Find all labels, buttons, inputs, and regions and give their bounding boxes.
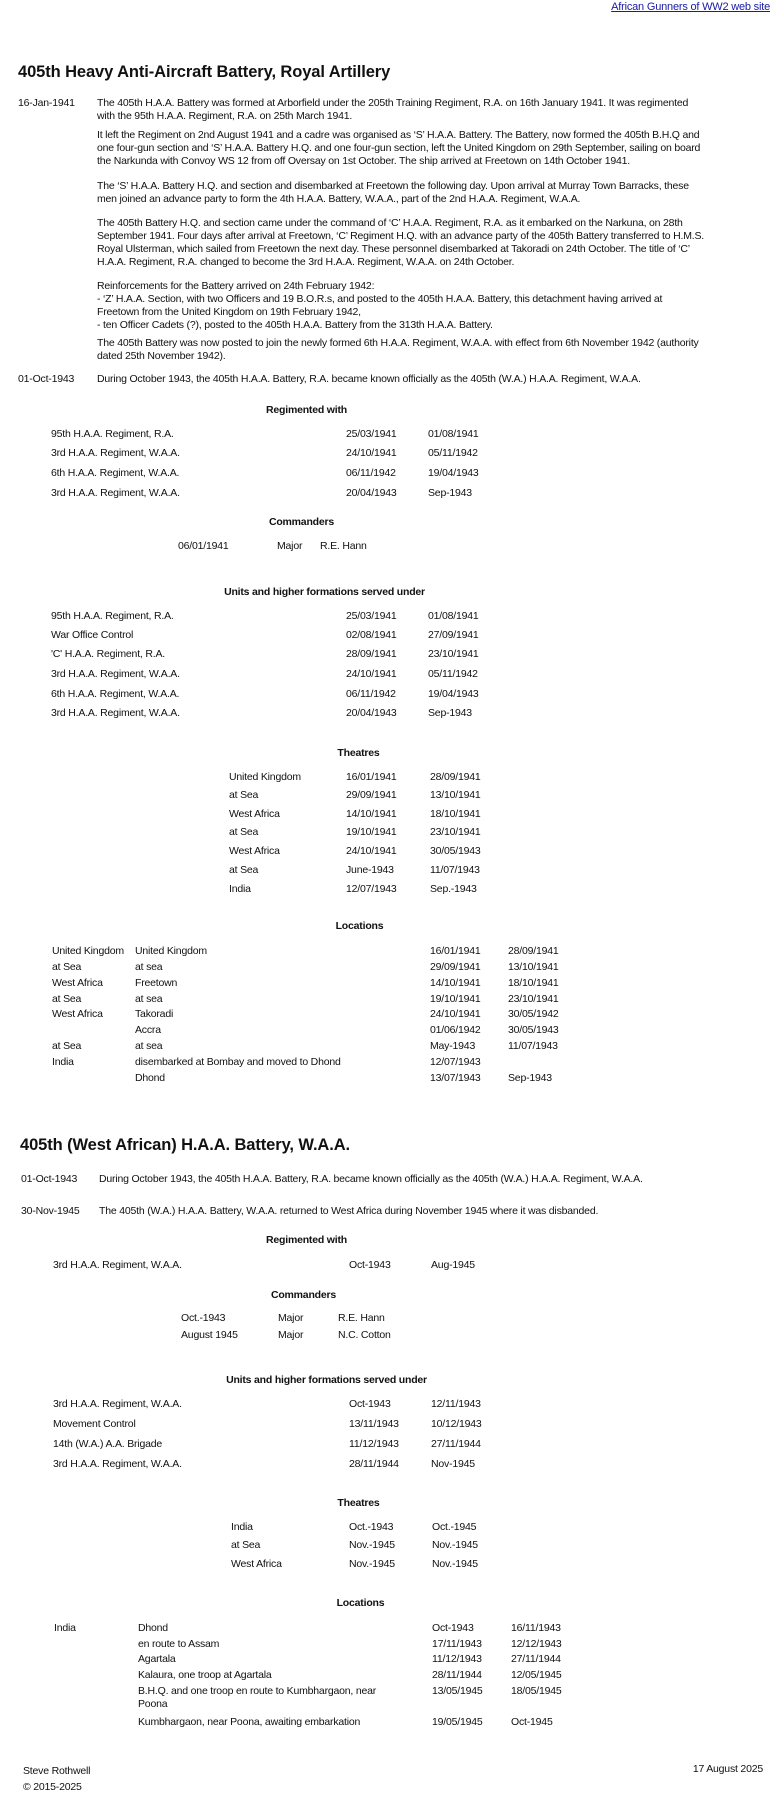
theatre-name: West Africa: [231, 1558, 282, 1570]
commander-rank: Major: [278, 1312, 304, 1324]
date-to: 01/08/1941: [428, 428, 479, 440]
date-from: 24/10/1941: [346, 668, 397, 680]
date-from: 20/04/1943: [346, 487, 397, 499]
date-to: 16/11/1943: [511, 1622, 561, 1634]
location-place: Freetown: [135, 977, 178, 989]
entry-date: 01-Oct-1943: [18, 373, 75, 385]
entry-date: 16-Jan-1941: [18, 97, 75, 109]
theatres-heading: Theatres: [337, 747, 380, 759]
date-from: 06/11/1942: [346, 688, 396, 700]
locations-heading: Locations: [336, 1597, 385, 1609]
date-from: 02/08/1941: [346, 629, 397, 641]
date-from: 29/09/1941: [430, 961, 481, 973]
date-to: Oct-1945: [511, 1716, 553, 1728]
date-to: 13/10/1941: [430, 789, 481, 801]
date-to: Sep-1943: [508, 1072, 552, 1084]
entry-text: The 405th (W.A.) H.A.A. Battery, W.A.A. returned to West Africa during November 1945 where it was disbanded.: [99, 1205, 599, 1217]
location-place: en route to Assam: [138, 1638, 220, 1650]
date-from: 06/11/1942: [346, 467, 396, 479]
date-from: Oct-1943: [432, 1622, 474, 1634]
location-place: United Kingdom: [135, 945, 207, 957]
unit-name: Movement Control: [53, 1418, 136, 1430]
date-from: 28/11/1944: [432, 1669, 482, 1681]
date-to: 05/11/1942: [428, 447, 478, 459]
date-from: 12/07/1943: [346, 883, 397, 895]
date-to: 28/09/1941: [508, 945, 559, 957]
location-place: at sea: [135, 961, 163, 973]
unit-name: 3rd H.A.A. Regiment, W.A.A.: [53, 1398, 182, 1410]
location-region: West Africa: [52, 977, 103, 989]
location-region: at Sea: [52, 993, 82, 1005]
entry-paragraph: During October 1943, the 405th H.A.A. Battery, R.A. became known officially as the 405th (W.A.) H.A.A. Regiment, W.A.A.: [97, 373, 641, 385]
date-from: 17/11/1943: [432, 1638, 482, 1650]
date-to: 12/11/1943: [431, 1398, 481, 1410]
location-region: at Sea: [52, 961, 82, 973]
date-from: 25/03/1941: [346, 428, 397, 440]
footer-credit: [23, 1763, 90, 1795]
entry-paragraph: The ‘S’ H.A.A. Battery H.Q. and section and disembarked at Freetown the following day. Upon arrival at Murray Town Barracks, these men joined an advance party to form the 4th H.A.A. Battery, W.A.A., part of the 2nd H.A.A. Regiment, W.A.A.: [97, 180, 689, 205]
date-from: 11/12/1943: [349, 1438, 399, 1450]
date-to: 01/08/1941: [428, 610, 479, 622]
theatre-name: India: [229, 883, 251, 895]
location-place: Kumbhargaon, near Poona, awaiting embarkation: [138, 1716, 361, 1728]
location-place: Accra: [135, 1024, 161, 1036]
entry-text: During October 1943, the 405th H.A.A. Battery, R.A. became known officially as the 405th (W.A.) H.A.A. Regiment, W.A.A.: [99, 1173, 643, 1185]
location-place: at sea: [135, 993, 163, 1005]
section2-title: 405th (West African) H.A.A. Battery, W.A.A.: [20, 1136, 351, 1154]
location-place: Dhond: [138, 1622, 168, 1634]
date-to: 23/10/1941: [428, 648, 479, 660]
location-place: Dhond: [135, 1072, 165, 1084]
date-from: 24/10/1941: [430, 1008, 481, 1020]
date-from: 29/09/1941: [346, 789, 397, 801]
date-from: 11/12/1943: [432, 1653, 482, 1665]
unit-name: War Office Control: [51, 629, 134, 641]
date-to: 30/05/1942: [508, 1008, 559, 1020]
date-to: 18/10/1941: [508, 977, 559, 989]
date-to: 19/04/1943: [428, 688, 479, 700]
date-to: 13/10/1941: [508, 961, 559, 973]
section1-title: 405th Heavy Anti-Aircraft Battery, Royal Artillery: [18, 63, 391, 81]
unit-name: 14th (W.A.) A.A. Brigade: [53, 1438, 163, 1450]
location-place: Agartala: [138, 1653, 176, 1665]
date-to: 27/09/1941: [428, 629, 479, 641]
commander-rank: Major: [278, 1329, 304, 1341]
commander-date: Oct.-1943: [181, 1312, 226, 1324]
theatre-name: at Sea: [229, 826, 259, 838]
date-from: 20/04/1943: [346, 707, 397, 719]
date-from: Oct-1943: [349, 1398, 391, 1410]
date-from: 28/11/1944: [349, 1458, 399, 1470]
units-heading: Units and higher formations served under: [226, 1374, 427, 1386]
location-region: India: [52, 1056, 74, 1068]
commanders-heading: Commanders: [270, 1289, 337, 1301]
date-to: Nov.-1945: [432, 1558, 478, 1570]
date-from: 19/10/1941: [430, 993, 481, 1005]
date-from: 28/09/1941: [346, 648, 397, 660]
date-to: 18/05/1945: [511, 1685, 562, 1697]
regimented-with-heading: Regimented with: [265, 1234, 347, 1246]
date-to: 11/07/1943: [508, 1040, 558, 1052]
date-from: 13/11/1943: [349, 1418, 399, 1430]
author-name: Steve Rothwell: [23, 1765, 91, 1777]
date-to: 12/05/1945: [511, 1669, 562, 1681]
commander-date: 06/01/1941: [178, 540, 229, 552]
date-to: Nov.-1945: [432, 1539, 478, 1551]
date-from: 19/05/1945: [432, 1716, 483, 1728]
theatres-heading: Theatres: [337, 1497, 380, 1509]
date-from: 24/10/1941: [346, 845, 397, 857]
locations-heading: Locations: [335, 920, 384, 932]
date-to: 30/05/1943: [508, 1024, 559, 1036]
date-from: 19/10/1941: [346, 826, 397, 838]
location-region: West Africa: [52, 1008, 103, 1020]
commander-name: N.C. Cotton: [338, 1329, 391, 1341]
commander-name: R.E. Hann: [338, 1312, 385, 1324]
theatre-name: at Sea: [229, 864, 259, 876]
commander-name: R.E. Hann: [320, 540, 367, 552]
date-to: Sep.-1943: [430, 883, 477, 895]
date-from: June-1943: [346, 864, 394, 876]
unit-name: 3rd H.A.A. Regiment, W.A.A.: [53, 1259, 182, 1271]
location-region: at Sea: [52, 1040, 82, 1052]
theatre-name: West Africa: [229, 845, 280, 857]
entry-paragraph: The 405th H.A.A. Battery was formed at Arborfield under the 205th Training Regiment, R.A. on 16th January 1941. It was regimented with the 95th H.A.A. Regiment, R.A. on 25th March 1941.: [97, 97, 689, 122]
date-to: 10/12/1943: [431, 1418, 482, 1430]
date-to: 18/10/1941: [430, 808, 481, 820]
location-region: United Kingdom: [52, 945, 124, 957]
entry-paragraph: The 405th Battery was now posted to join the newly formed 6th H.A.A. Regiment, W.A.A. with effect from 6th November 1942 (authority dated 25th November 1942).: [97, 337, 699, 362]
date-to: 30/05/1943: [430, 845, 481, 857]
entry-paragraph: - ‘Z’ H.A.A. Section, with two Officers and 19 B.O.R.s, and posted to the 405th H.A.A. Battery, this detachment having arrived at Freetown from the United Kingdom on 19th February 1942,: [97, 293, 663, 318]
date-to: 11/07/1943: [430, 864, 480, 876]
units-heading: Units and higher formations served under: [224, 586, 425, 598]
date-to: Aug-1945: [431, 1259, 475, 1271]
date-to: 27/11/1944: [431, 1438, 481, 1450]
unit-name: 3rd H.A.A. Regiment, W.A.A.: [51, 668, 180, 680]
date-to: 27/11/1944: [511, 1653, 561, 1665]
unit-name: 95th H.A.A. Regiment, R.A.: [51, 610, 174, 622]
theatre-name: at Sea: [229, 789, 259, 801]
regimented-with-heading: Regimented with: [265, 404, 347, 416]
theatre-name: United Kingdom: [229, 771, 301, 783]
date-to: 23/10/1941: [508, 993, 559, 1005]
date-from: 24/10/1941: [346, 447, 397, 459]
commander-rank: Major: [277, 540, 303, 552]
date-from: 16/01/1941: [346, 771, 397, 783]
copyright-notice: © 2015-2025: [23, 1781, 82, 1793]
location-place: B.H.Q. and one troop en route to Kumbhargaon, near Poona: [138, 1685, 377, 1710]
date-from: Nov.-1945: [349, 1539, 395, 1551]
footer-date: 17 August 2025: [692, 1763, 763, 1775]
date-to: 28/09/1941: [430, 771, 481, 783]
entry-date: 01-Oct-1943: [21, 1173, 78, 1185]
date-from: 13/05/1945: [432, 1685, 483, 1697]
date-from: May-1943: [430, 1040, 476, 1052]
entry-paragraph: Reinforcements for the Battery arrived on 24th February 1942:: [97, 280, 375, 292]
entry-date: 30-Nov-1945: [21, 1205, 80, 1217]
date-from: 25/03/1941: [346, 610, 397, 622]
date-to: Nov-1945: [431, 1458, 475, 1470]
date-to: 12/12/1943: [511, 1638, 562, 1650]
entry-paragraph: It left the Regiment on 2nd August 1941 and a cadre was organised as ‘S’ H.A.A. Battery. The Battery, now formed the 405th B.H.Q and one four-gun section and ‘S’ H.A.A. Battery H.Q. and one four-gun section, left the United Kingdom on 29th September, sailing on board the Narkunda with Convoy WS 12 from off Oversay on 1st October. The ship arrived at Freetown on 14th October 1941.: [97, 129, 701, 167]
date-from: 13/07/1943: [430, 1072, 481, 1084]
unit-name: 95th H.A.A. Regiment, R.A.: [51, 428, 174, 440]
african-gunners-site-link[interactable]: African Gunners of WW2 web site: [611, 1, 770, 13]
date-to: 23/10/1941: [430, 826, 481, 838]
date-from: Oct.-1943: [349, 1521, 394, 1533]
unit-name: 3rd H.A.A. Regiment, W.A.A.: [53, 1458, 182, 1470]
unit-name: 3rd H.A.A. Regiment, W.A.A.: [51, 487, 180, 499]
location-place: Takoradi: [135, 1008, 174, 1020]
date-from: 14/10/1941: [430, 977, 481, 989]
unit-name: 'C' H.A.A. Regiment, R.A.: [51, 648, 165, 660]
date-from: 14/10/1941: [346, 808, 397, 820]
location-place: at sea: [135, 1040, 163, 1052]
date-from: 01/06/1942: [430, 1024, 481, 1036]
date-to: Sep-1943: [428, 487, 472, 499]
theatre-name: West Africa: [229, 808, 280, 820]
theatre-name: at Sea: [231, 1539, 261, 1551]
date-from: Oct-1943: [349, 1259, 391, 1271]
entry-paragraph: - ten Officer Cadets (?), posted to the 405th H.A.A. Battery from the 313th H.A.A. Battery.: [97, 319, 493, 331]
date-from: 16/01/1941: [430, 945, 481, 957]
entry-paragraph: The 405th Battery H.Q. and section came under the command of ‘C’ H.A.A. Regiment, R.A. as it embarked on the Narkuna, on 28th September 1941. Four days after arrival at Freetown, ‘C’ Regiment H.Q. with an advance party of the 405th Battery transferred to H.M.S. Royal Ulsterman, which sailed from Freetown the next day. These personnel disembarked at Takoradi on 24th October. The title of ‘C’ H.A.A. Regiment, R.A. changed to become the 3rd H.A.A. Regiment, W.A.A. on 24th October.: [97, 217, 704, 268]
date-to: 05/11/1942: [428, 668, 478, 680]
date-to: 19/04/1943: [428, 467, 479, 479]
location-place: disembarked at Bombay and moved to Dhond: [135, 1056, 341, 1068]
location-region: India: [54, 1622, 76, 1634]
unit-name: 3rd H.A.A. Regiment, W.A.A.: [51, 447, 180, 459]
commander-date: August 1945: [181, 1329, 238, 1341]
date-from: 12/07/1943: [430, 1056, 481, 1068]
date-to: Sep-1943: [428, 707, 472, 719]
commanders-heading: Commanders: [268, 516, 335, 528]
date-from: Nov.-1945: [349, 1558, 395, 1570]
date-to: Oct.-1945: [432, 1521, 477, 1533]
unit-name: 6th H.A.A. Regiment, W.A.A.: [51, 467, 180, 479]
theatre-name: India: [231, 1521, 253, 1533]
unit-name: 3rd H.A.A. Regiment, W.A.A.: [51, 707, 180, 719]
location-place: Kalaura, one troop at Agartala: [138, 1669, 272, 1681]
unit-name: 6th H.A.A. Regiment, W.A.A.: [51, 688, 180, 700]
